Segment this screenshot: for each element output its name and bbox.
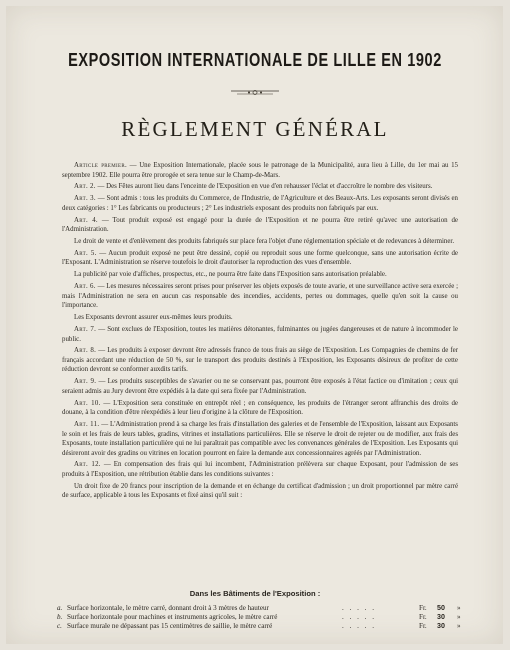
- article-label: Art. 2.: [74, 183, 96, 191]
- fee-text: Surface horizontale pour machines et instruments agricoles, le mètre carré: [67, 613, 278, 622]
- ornament-divider: [229, 88, 281, 96]
- document-heading: RÈGLEMENT GÉNÉRAL: [121, 117, 389, 141]
- fee-key: a.: [57, 604, 63, 612]
- article-text: Les Exposants devront assurer eux-mêmes leurs produits.: [74, 314, 233, 322]
- article-8: [62, 346, 458, 375]
- fee-dots: . . . . .: [342, 604, 376, 612]
- article-5-continued: [62, 270, 458, 280]
- article-label: Art. 5.: [74, 249, 97, 257]
- article-text: — Une Exposition Internationale, placée sous le patronage de la Municipalité, aura lieu à Lille, du 1er mai au 15 septembre 1902. Elle pourra être prorogée et sera tenue sur le Champ-de-Mars.: [62, 162, 458, 179]
- fee-key: b.: [57, 613, 63, 622]
- article-text: — Aucun produit exposé ne peut être dessiné, copié ou reproduit sous une forme quelconque, sans une autorisation écrite de l'Exposant. L'Administration se réserve toutefois le droit d'autoriser la reproduction des vues d'ensemble.: [62, 249, 458, 267]
- fee-key: c.: [57, 622, 62, 631]
- fee-table: [57, 604, 463, 632]
- fee-dots: . . . . .: [342, 622, 376, 631]
- article-text: — Les mesures nécessaires seront prises pour préserver les objets exposés de toute avarie, et une surveillance active sera exercée ; mais l'Administration ne sera en aucun cas responsable des incendies, accidents, pertes ou dommages, quelle qu'en soit la cause ou l'importance.: [62, 283, 458, 310]
- fee-mark: »: [457, 613, 461, 622]
- fee-currency: Fr.: [419, 613, 427, 622]
- fee-mark: »: [457, 604, 461, 612]
- article-text: — L'Exposition sera constituée en entrepôt réel ; en conséquence, les produits de l'étranger seront affranchis des droits de douane, à la condition d'être réexpédiés à leur lieu d'origine à la clôture de l'Exposition.: [62, 399, 458, 417]
- article-12: [62, 460, 458, 479]
- fee-row: [57, 622, 463, 631]
- article-label: Art. 9.: [74, 378, 97, 386]
- article-label: Art. 6.: [74, 283, 96, 291]
- article-label: Art. 11.: [74, 421, 100, 429]
- fee-text: Surface murale ne dépassant pas 15 centimètres de saillie, le mètre carré: [67, 622, 273, 631]
- article-label: Art. 12.: [74, 461, 101, 469]
- article-6-continued: [62, 313, 458, 323]
- article-2: [62, 182, 458, 192]
- document-title: EXPOSITION INTERNATIONALE DE LILLE EN 1902: [68, 51, 442, 71]
- article-4-continued: [62, 237, 458, 247]
- article-text: — Sont exclues de l'Exposition, toutes les matières détonantes, fulminantes ou jugées dangereuses et de nature à incommoder le public.: [62, 326, 458, 343]
- article-11: [62, 420, 458, 458]
- fee-amount: 30: [437, 622, 445, 631]
- article-12-continued: [62, 482, 458, 501]
- article-text: — Des Fêtes auront lieu dans l'enceinte de l'Exposition en vue d'en rehausser l'éclat et d'accroître le nombre des visiteurs.: [95, 183, 433, 191]
- article-text: — Sont admis : tous les produits du Commerce, de l'Industrie, de l'Agriculture et des Beaux-Arts. Les exposants seront divisés en deux catégories : 1° Les fabricants ou producteurs ; 2° Les industriels exposant des produits non fabriqués par eux.: [62, 195, 459, 212]
- articles-body: [62, 161, 458, 501]
- article-text: Un droit fixe de 20 francs pour inscription de la demande et en échange du certificat d'admission ; un droit proportionnel par mètre carré de surface, applicable à tous les Exposants et fixé ainsi qu'il suit :: [62, 482, 458, 500]
- article-label: Art. 8.: [74, 347, 97, 355]
- article-label: Art. 10.: [74, 399, 101, 407]
- fee-currency: Fr.: [419, 622, 427, 631]
- fee-dots: . . . . .: [342, 613, 376, 622]
- article-text: La publicité par voie d'affiches, prospectus, etc., ne pourra être faite dans l'Exposition sans autorisation préalable.: [74, 271, 387, 279]
- fee-amount: 50: [437, 604, 445, 612]
- fees-subheading: Dans les Bâtiments de l'Exposition :: [189, 589, 321, 598]
- article-text: — En compensation des frais qui lui incombent, l'Administration prélèvera sur chaque Exposant, pour l'admission de ses produits à l'Exposition, une rétribution établie dans les conditions suivantes :: [62, 461, 458, 478]
- article-1: [62, 161, 458, 180]
- article-text: Le droit de vente et d'enlèvement des produits fabriqués sur place fera l'objet d'une réglementation spéciale et de redevances à déterminer.: [74, 238, 455, 246]
- article-5: [62, 249, 458, 268]
- article-label: Art. 3.: [74, 195, 96, 203]
- fee-amount: 30: [437, 613, 445, 622]
- article-10: [62, 399, 458, 418]
- article-7: [62, 325, 458, 344]
- article-text: — L'Administration prend à sa charge les frais d'installation des galeries et de l'ensemble de l'Exposition, laissant aux Exposants le soin et les frais de leurs tables, gradins, vitrines et installations particulières. Elle se réserve le droit de rejeter ou de modifier, aux frais des Exposants, toute installation particulière qui ne lui paraîtrait pas compatible avec les convenances générales de l'Exposition. Les Exposants qui désireront avoir des gradins ou vitrines en location pourront en faire la demande aux concessionnaires agréés par l'Administration.: [62, 421, 458, 457]
- article-label: Art. 7.: [74, 326, 97, 334]
- article-9: [62, 377, 458, 396]
- article-label: Art. 4.: [74, 216, 98, 224]
- article-4: [62, 216, 458, 235]
- fee-currency: Fr.: [419, 604, 427, 612]
- article-text: — Les produits à exposer devront être adressés franco de tous frais au siège de l'Exposition. Les Compagnies de chemins de fer français accordant une réduction de 50 %, sur le transport des produits destinés à l'Exposition, les Exposants désireux de profiter de cette réduction devront se conformer auxdits tarifs.: [62, 347, 458, 374]
- fee-row: [57, 613, 463, 622]
- article-6: [62, 282, 458, 311]
- fee-text: Surface horizontale, le mètre carré, donnant droit à 3 mètres de hauteur: [67, 604, 269, 612]
- article-label: Article premier.: [74, 162, 128, 169]
- article-3: [62, 194, 458, 213]
- fee-mark: »: [457, 622, 461, 631]
- article-text: — Les produits susceptibles de s'avarier ou ne se conservant pas, pourront être exposés à l'état factice ou d'imitation ; ceux qui seraient admis au Jury devront être expédiés à la date qui sera fixée par l'Administration.: [62, 378, 459, 395]
- fee-row: [57, 604, 463, 613]
- article-text: — Tout produit exposé est engagé pour la durée de l'Exposition et ne pourra être retiré qu'avec une autorisation de l'Administration.: [62, 216, 458, 234]
